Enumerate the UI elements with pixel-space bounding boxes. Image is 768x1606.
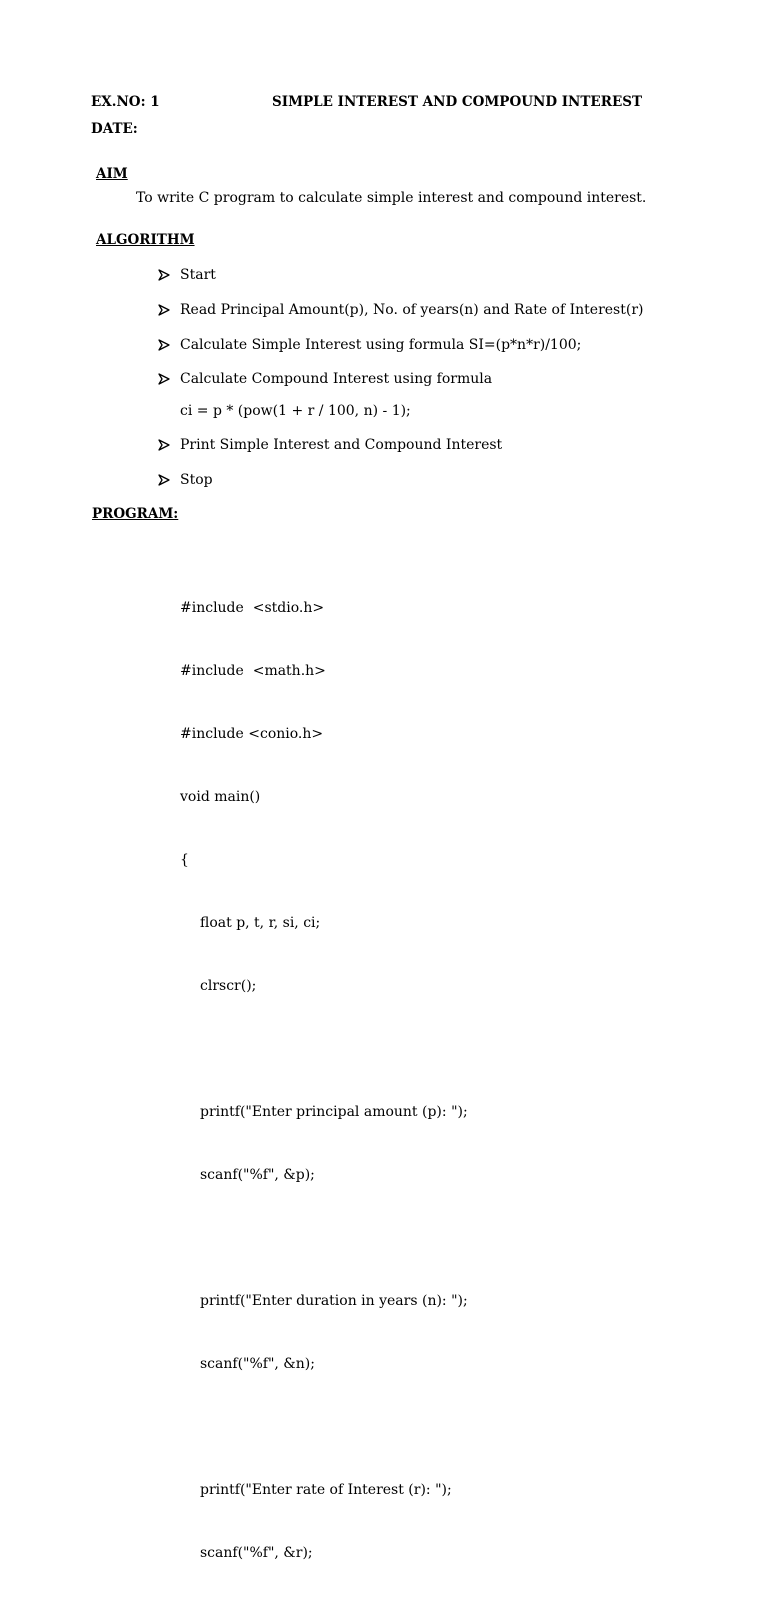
arrow-bullet-icon [158,269,170,281]
arrow-bullet-icon [158,304,170,316]
algorithm-step-text: Stop [180,472,213,488]
arrow-bullet-icon [158,474,170,486]
code-line: #include <stdio.h> [180,600,325,616]
algorithm-step [158,371,492,387]
algorithm-step-text: Start [180,267,216,283]
code-line: printf("Enter principal amount (p): "); [200,1104,468,1120]
algorithm-step-text: Calculate Compound Interest using formula [180,371,493,387]
date-label: DATE: [91,121,138,137]
code-line: printf("Enter rate of Interest (r): "); [200,1482,452,1498]
algorithm-step-text: Print Simple Interest and Compound Interest [180,437,503,453]
algorithm-step [158,337,581,353]
arrow-bullet-icon [158,373,170,385]
aim-heading: AIM [96,166,128,182]
code-line: scanf("%f", &n); [200,1356,315,1372]
algorithm-step-text: Read Principal Amount(p), No. of years(n) and Rate of Interest(r) [180,302,644,318]
code-line [180,1417,468,1438]
code-line: scanf("%f", &r); [200,1545,313,1561]
algorithm-step [158,302,643,318]
code-line: #include <math.h> [180,663,326,679]
code-line: { [180,852,189,868]
algorithm-step [158,472,213,488]
arrow-bullet-icon [158,339,170,351]
code-block [180,556,468,1606]
algorithm-step [158,267,216,283]
code-line: printf("Enter duration in years (n): "); [200,1293,468,1309]
arrow-bullet-icon [158,439,170,451]
aim-text: To write C program to calculate simple interest and compound interest. [136,190,647,206]
document-title: SIMPLE INTEREST AND COMPOUND INTEREST [272,94,643,110]
code-line: void main() [180,789,261,805]
code-line [180,1228,468,1249]
algorithm-step [158,437,502,453]
code-line: float p, t, r, si, ci; [200,915,321,931]
algorithm-step-text: Calculate Simple Interest using formula SI=(p*n*r)/100; [180,337,582,353]
code-line: #include <conio.h> [180,726,324,742]
compound-interest-formula: ci = p * (pow(1 + r / 100, n) - 1); [180,403,411,419]
algorithm-heading: ALGORITHM [96,232,195,248]
program-heading: PROGRAM: [92,506,179,522]
exercise-number: EX.NO: 1 [91,94,160,110]
code-line: clrscr(); [200,978,257,994]
code-line [180,1039,468,1060]
code-line: scanf("%f", &p); [200,1167,315,1183]
